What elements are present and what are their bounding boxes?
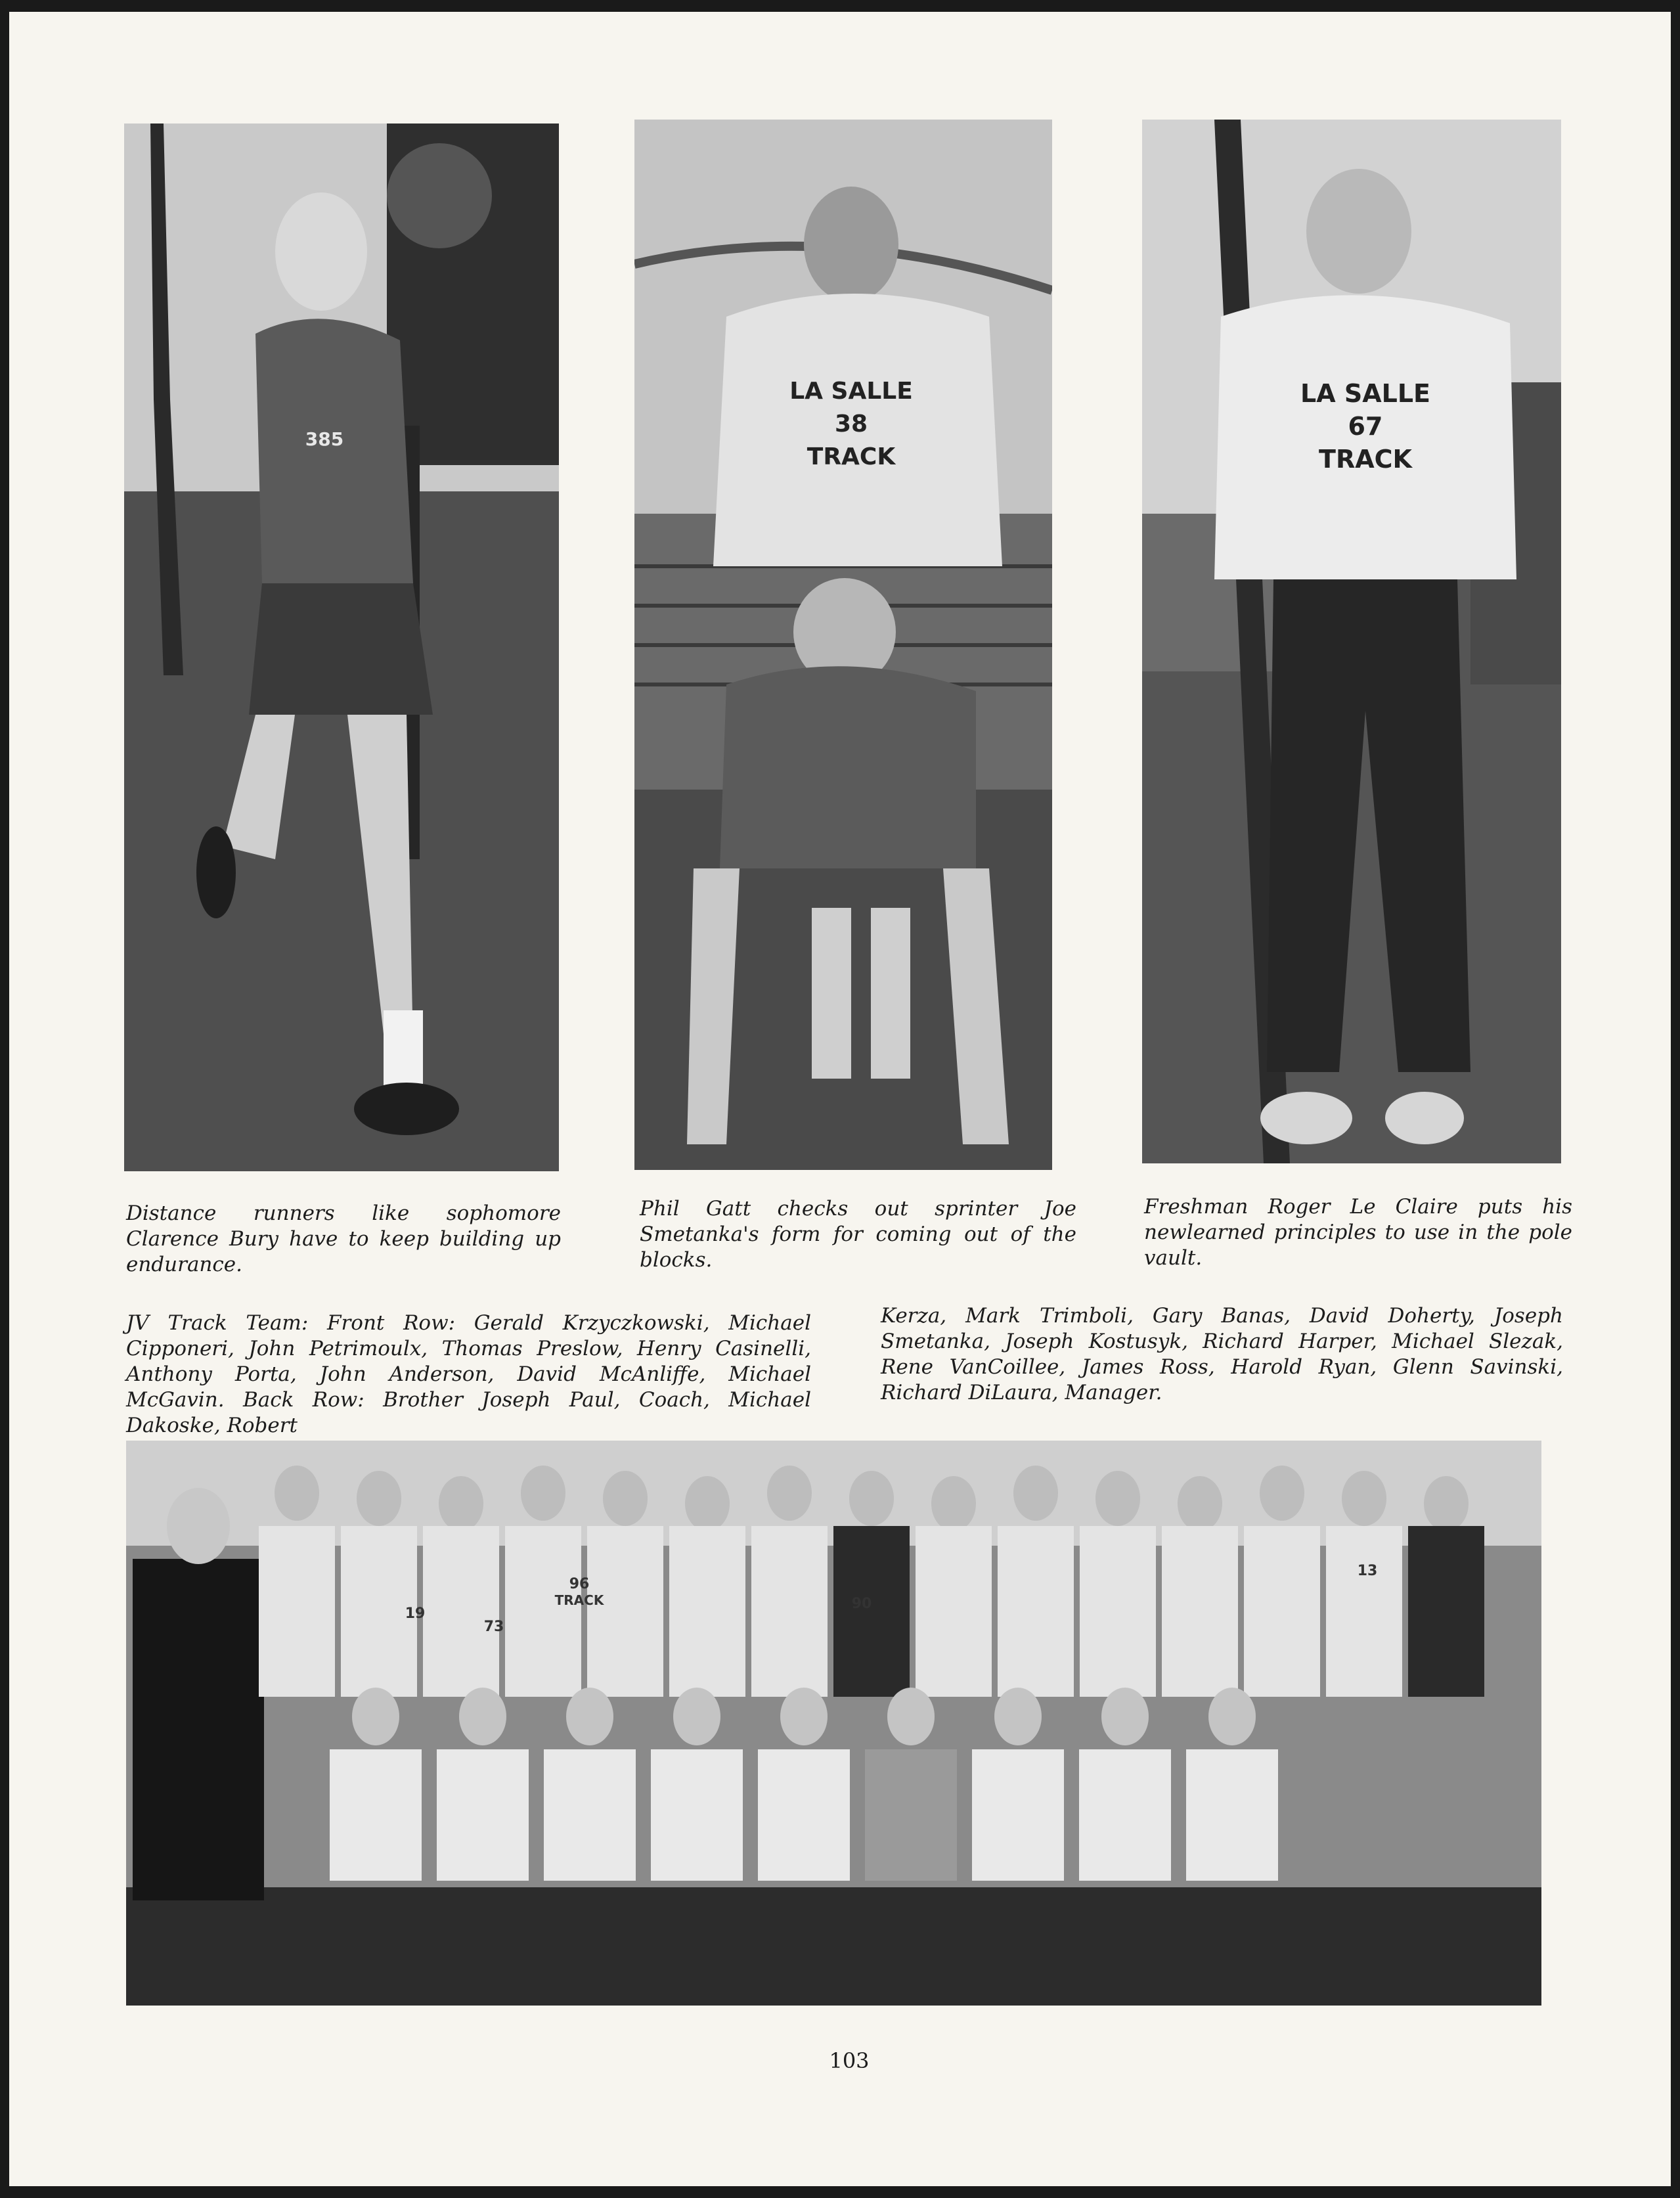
- back-row-head: [439, 1476, 483, 1531]
- yearbook-page: [9, 12, 1671, 2186]
- back-row-body: [1326, 1526, 1402, 1697]
- back-row-body: [587, 1526, 663, 1697]
- front-row-body: [437, 1749, 529, 1881]
- front-row-head: [780, 1688, 828, 1745]
- back-row-body: [1162, 1526, 1238, 1697]
- back-row-body: [259, 1526, 335, 1697]
- sprinter-photo: [634, 120, 1052, 1170]
- back-row-body: [998, 1526, 1074, 1697]
- front-row-head: [352, 1688, 399, 1745]
- team-shirt-track: TRACK: [554, 1592, 604, 1608]
- front-row-body: [330, 1749, 422, 1881]
- back-row-figures: [259, 1466, 1484, 1697]
- back-row-head: [275, 1466, 319, 1521]
- team-shirt-13: 13: [1357, 1563, 1378, 1579]
- team-shirt-19: 19: [405, 1605, 426, 1622]
- back-row-body: [505, 1526, 581, 1697]
- sprinter-caption: Phil Gatt checks out sprinter Joe Smetanka's form for coming out of the blocks.: [640, 1197, 1076, 1272]
- vaulter-photo: [1142, 120, 1561, 1163]
- runner-shirt-number: 385: [305, 428, 344, 450]
- front-row-body: [972, 1749, 1064, 1881]
- back-row-head: [849, 1471, 894, 1526]
- back-row-head: [1260, 1466, 1304, 1521]
- team-shirt-73: 73: [483, 1619, 504, 1635]
- front-row-head: [1208, 1688, 1256, 1745]
- front-row-body: [865, 1749, 957, 1881]
- front-row-body: [544, 1749, 636, 1881]
- vaulter-caption: Freshman Roger Le Claire puts his newlearned principles to use in the pole vault.: [1144, 1195, 1572, 1270]
- vaulter-shirt-number: 67: [1348, 412, 1383, 441]
- runner-caption: Distance runners like sophomore Clarence Bury have to keep building up endurance.: [126, 1201, 561, 1276]
- team-caption-left: JV Track Team: Front Row: Gerald Krzyczkowski, Michael Cipponeri, John Petrimoulx, Thomas Preslow, Henry Casinelli, Anthony Porta, John Anderson, David McAnliffe, Michael McGavin. Back Row: Brother Joseph Paul, Coach, Michael Dakoske, Robert: [126, 1311, 811, 1437]
- vaulter-shirt-line1: LA SALLE: [1300, 379, 1431, 408]
- back-row-head: [1178, 1476, 1222, 1531]
- back-row-body: [1408, 1526, 1484, 1697]
- back-row-head: [1013, 1466, 1058, 1521]
- front-row-head: [673, 1688, 720, 1745]
- front-row-body: [651, 1749, 743, 1881]
- team-photo: [126, 1441, 1541, 2006]
- sprinter-shirt-number: 38: [834, 411, 868, 437]
- back-row-head: [603, 1471, 648, 1526]
- back-row-body: [423, 1526, 499, 1697]
- back-row-head: [521, 1466, 565, 1521]
- vaulter-shirt-line3: TRACK: [1319, 445, 1412, 474]
- front-row-body: [1079, 1749, 1171, 1881]
- team-caption-right: Kerza, Mark Trimboli, Gary Banas, David Doherty, Joseph Smetanka, Joseph Kostusyk, Richard Harper, Michael Slezak, Rene VanCoillee, James Ross, Harold Ryan, Glenn Savinski, Richard DiLaura, Manager.: [881, 1304, 1563, 1404]
- front-row-head: [566, 1688, 613, 1745]
- front-row-head: [459, 1688, 506, 1745]
- back-row-head: [685, 1476, 730, 1531]
- front-row-head: [1101, 1688, 1149, 1745]
- back-row-body: [916, 1526, 992, 1697]
- back-row-body: [1080, 1526, 1156, 1697]
- back-row-head: [767, 1466, 812, 1521]
- back-row-head: [1342, 1471, 1386, 1526]
- front-row-figures: [330, 1688, 1278, 1881]
- team-shirt-90: 90: [851, 1596, 872, 1612]
- sprinter-shirt-line1: LA SALLE: [789, 378, 913, 405]
- page-number: 103: [829, 2048, 870, 2073]
- front-row-body: [758, 1749, 850, 1881]
- front-row-body: [1186, 1749, 1278, 1881]
- back-row-head: [931, 1476, 976, 1531]
- sprinter-shirt-line3: TRACK: [807, 443, 896, 470]
- runner-photo: [124, 123, 559, 1171]
- front-row-head: [994, 1688, 1042, 1745]
- back-row-body: [1244, 1526, 1320, 1697]
- back-row-body: [669, 1526, 745, 1697]
- front-row-head: [887, 1688, 935, 1745]
- back-row-head: [357, 1471, 401, 1526]
- back-row-head: [1424, 1476, 1469, 1531]
- back-row-body: [751, 1526, 828, 1697]
- back-row-head: [1095, 1471, 1140, 1526]
- team-shirt-96: 96: [569, 1576, 590, 1592]
